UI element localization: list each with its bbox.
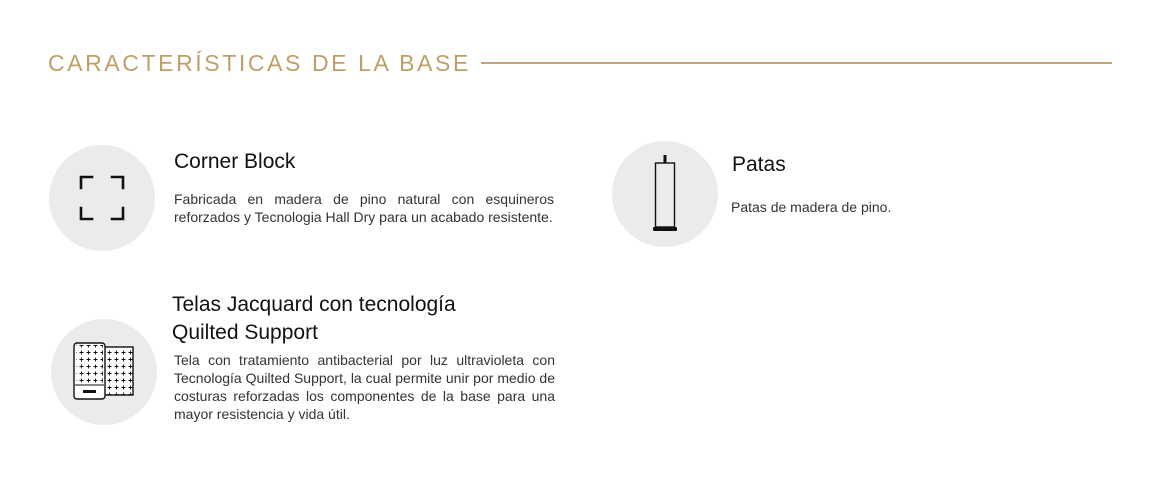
feature-title [172,291,572,347]
feature-title: Corner Block [174,150,296,173]
icon-circle [612,141,718,247]
header-divider [481,62,1112,64]
feature-description: Fabricada en madera de pino natural con esquineros reforzados y Tecnologia Hall Dry para un acabado resistente. [174,191,554,225]
icon-circle [49,145,155,251]
leg-icon [650,155,680,233]
feature-title-line2: Quilted Support [172,321,318,344]
corner-block-icon [79,175,125,221]
feature-title: Patas [732,153,786,176]
feature-title-line1: Telas Jacquard con tecnología [172,293,456,316]
feature-description: Tela con tratamiento antibacterial por luz ultravioleta con Tecnología Quilted Support, la cual permite unir por medio de costuras reforzadas los componentes de la base para una mayor resistencia y vida útil. [174,352,555,422]
fabric-swatches-icon [71,342,137,402]
icon-circle [51,319,157,425]
feature-description: Patas de madera de pino. [731,199,892,215]
section-header [48,46,1112,80]
section-title: CARACTERÍSTICAS DE LA BASE [48,49,471,76]
